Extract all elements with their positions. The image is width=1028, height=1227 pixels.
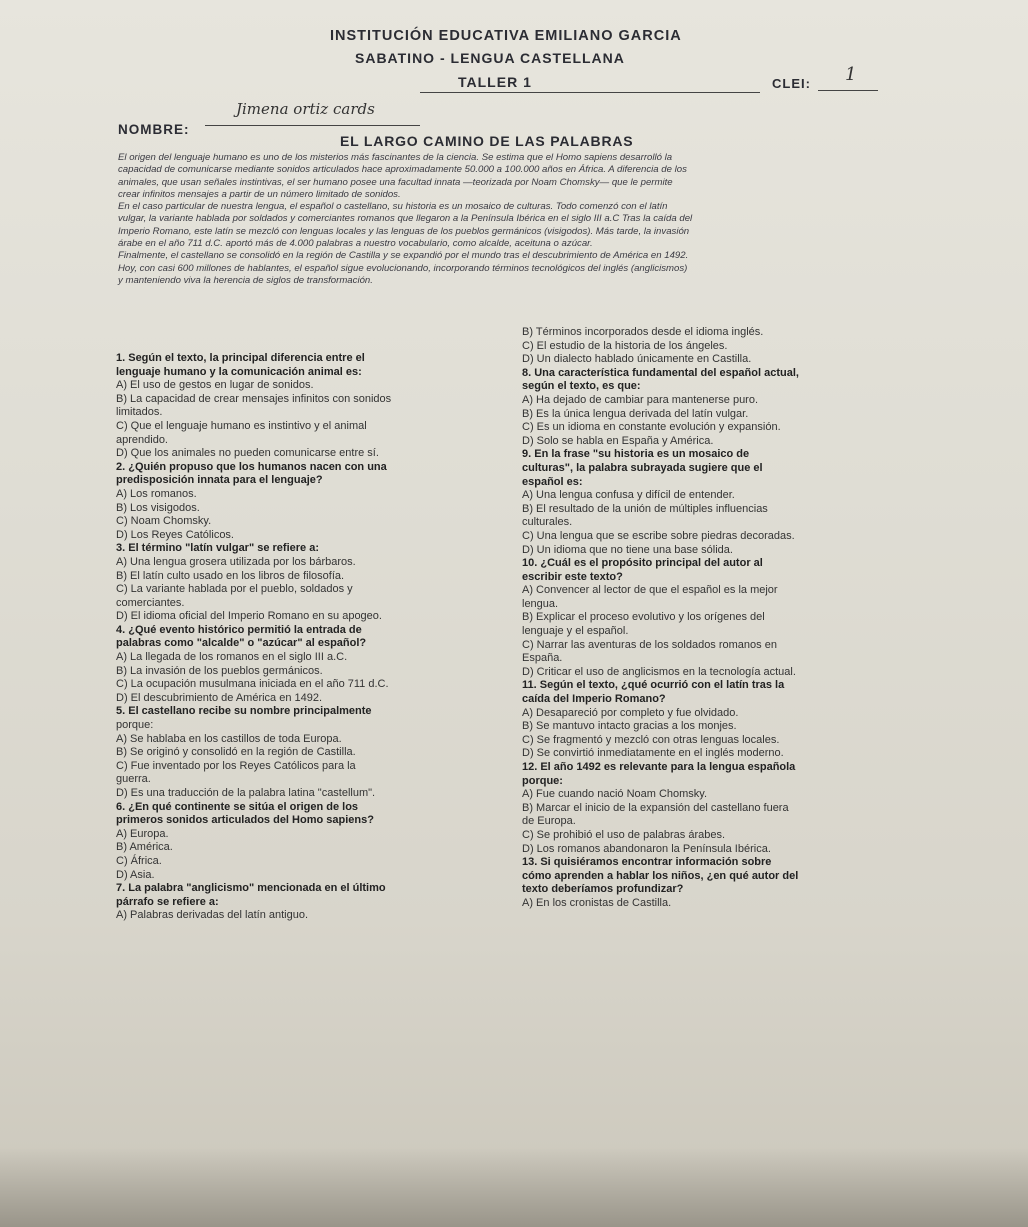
option[interactable]: C) Se fragmentó y mezcló con otras lenguas locales.	[522, 733, 780, 746]
name-label: NOMBRE:	[118, 122, 190, 137]
question-12-text: 12. El año 1492 es relevante para la lengua española	[522, 761, 796, 773]
option[interactable]: D) Criticar el uso de anglicismos en la tecnología actual.	[522, 665, 796, 678]
name-value[interactable]: Jimena ortiz cards	[236, 100, 375, 118]
option: lenguaje y el español.	[522, 625, 629, 638]
question-10-text: escribir este texto?	[522, 570, 623, 583]
option: aprendido.	[116, 433, 168, 446]
passage-line: El origen del lenguaje humano es uno de los misterios más fascinantes de la ciencia. Se estima que el Homo sapiens desarrolló la	[118, 152, 673, 163]
reading-title: EL LARGO CAMINO DE LAS PALABRAS	[340, 133, 634, 149]
workshop-title: TALLER 1	[458, 74, 532, 90]
question-2-text: 2. ¿Quién propuso que los humanos nacen con una	[116, 460, 387, 473]
option[interactable]: B) Se mantuvo intacto gracias a los monjes.	[522, 720, 737, 733]
right-questions-column	[522, 326, 799, 911]
option[interactable]: A) Palabras derivadas del latín antiguo.	[116, 909, 309, 922]
option[interactable]: B) Términos incorporados desde el idioma inglés.	[522, 326, 764, 338]
option[interactable]: B) Se originó y consolidó en la región de Castilla.	[116, 746, 356, 759]
question-13-text: texto deberíamos profundizar?	[522, 883, 684, 896]
question-7-text: 7. La palabra "anglicismo" mencionada en el último	[116, 882, 386, 895]
option[interactable]: D) Los romanos abandonaron la Península Ibérica.	[522, 842, 771, 855]
question-5-text: porque:	[116, 719, 154, 732]
option[interactable]: A) Se hablaba en los castillos de toda Europa.	[116, 732, 342, 745]
option[interactable]: A) Fue cuando nació Noam Chomsky.	[522, 788, 708, 801]
option[interactable]: C) La ocupación musulmana iniciada en el año 711 d.C.	[116, 678, 389, 691]
option[interactable]: A) La llegada de los romanos en el siglo III a.C.	[116, 651, 348, 664]
question-4-text: palabras como "alcalde" o "azúcar" al español?	[116, 637, 367, 650]
option[interactable]: D) Un dialecto hablado únicamente en Castilla.	[522, 353, 752, 366]
option[interactable]: B) Es la única lengua derivada del latín vulgar.	[522, 407, 749, 420]
option[interactable]: B) Los visigodos.	[116, 501, 200, 514]
option[interactable]: B) América.	[116, 841, 173, 854]
option[interactable]: C) Fue inventado por los Reyes Católicos para la	[116, 759, 356, 772]
option[interactable]: C) Se prohibió el uso de palabras árabes.	[522, 828, 726, 841]
question-11-text: caída del Imperio Romano?	[522, 693, 666, 706]
option[interactable]: A) Desapareció por completo y fue olvidado.	[522, 706, 739, 719]
passage-line: animales, que usan señales instintivas, el ser humano posee una facultad innata —teorizada por Noam Chomsky— que le permite	[118, 176, 673, 188]
left-questions-column	[116, 352, 391, 923]
option[interactable]: A) Una lengua confusa y difícil de entender.	[522, 489, 735, 502]
question-1-text: 1. Según el texto, la principal diferencia entre el	[116, 352, 365, 364]
option[interactable]: B) La invasión de los pueblos germánicos.	[116, 664, 323, 677]
passage-line: Imperio Romano, este latín se mezcló con lenguas locales y las lenguas de los pueblos germánicos (visigodos). Más tarde, la invasión	[118, 225, 690, 237]
option[interactable]: C) Que el lenguaje humano es instintivo y el animal	[116, 419, 367, 432]
option[interactable]: C) Noam Chomsky.	[116, 515, 212, 528]
question-3-text: 3. El término "latín vulgar" se refiere a:	[116, 542, 320, 555]
question-2-text: predisposición innata para el lenguaje?	[116, 474, 323, 487]
option[interactable]: A) En los cronistas de Castilla.	[522, 896, 672, 909]
question-9-text: 9. En la frase "su historia es un mosaico de	[522, 448, 750, 461]
option: guerra.	[116, 773, 151, 786]
page-shadow	[0, 1147, 1028, 1227]
question-13-text: 13. Si quisiéramos encontrar información sobre	[522, 856, 772, 869]
passage-line: Hoy, con casi 600 millones de hablantes, el español sigue evolucionando, incorporando términos tecnológicos del inglés (anglicismos)	[118, 262, 688, 274]
option: limitados.	[116, 406, 163, 419]
option[interactable]: C) Narrar las aventuras de los soldados romanos en	[522, 638, 777, 651]
option: comerciantes.	[116, 596, 185, 609]
question-6-text: 6. ¿En qué continente se sitúa el origen de los	[116, 800, 359, 813]
option[interactable]: B) El resultado de la unión de múltiples influencias	[522, 502, 768, 515]
option[interactable]: A) Europa.	[116, 827, 169, 840]
question-7-text: párrafo se refiere a:	[116, 895, 219, 908]
institution-name: INSTITUCIÓN EDUCATIVA EMILIANO GARCIA	[330, 28, 682, 44]
clei-underline	[818, 90, 878, 91]
option[interactable]: C) La variante hablada por el pueblo, soldados y	[116, 583, 353, 596]
question-9-text: español es:	[522, 475, 583, 488]
option[interactable]: B) La capacidad de crear mensajes infinitos con sonidos	[116, 392, 392, 405]
question-12-text: porque:	[522, 774, 563, 787]
question-6-text: primeros sonidos articulados del Homo sapiens?	[116, 814, 374, 827]
question-11-text: 11. Según el texto, ¿qué ocurrió con el latín tras la	[522, 679, 785, 692]
option[interactable]: C) África.	[116, 854, 162, 867]
name-underline	[205, 125, 420, 126]
option[interactable]: D) El idioma oficial del Imperio Romano en su apogeo.	[116, 610, 382, 623]
question-5-text: 5. El castellano recibe su nombre principalmente	[116, 705, 372, 718]
option[interactable]: A) Los romanos.	[116, 487, 197, 500]
option: de Europa.	[522, 815, 576, 828]
subject-title: SABATINO - LENGUA CASTELLANA	[355, 50, 625, 66]
option[interactable]: C) Una lengua que se escribe sobre piedras decoradas.	[522, 529, 795, 542]
question-9-text: culturas", la palabra subrayada sugiere que el	[522, 461, 763, 474]
option[interactable]: D) Es una traducción de la palabra latina "castellum".	[116, 787, 376, 799]
option[interactable]: D) Asia.	[116, 868, 155, 881]
question-4-text: 4. ¿Qué evento histórico permitió la entrada de	[116, 623, 362, 636]
option[interactable]: C) Es un idioma en constante evolución y expansión.	[522, 421, 781, 434]
option[interactable]: B) Explicar el proceso evolutivo y los orígenes del	[522, 611, 765, 624]
option: España.	[522, 652, 563, 665]
question-13-text: cómo aprenden a hablar los niños, ¿en qué autor del	[522, 869, 799, 882]
option[interactable]: D) Se convirtió inmediatamente en el inglés moderno.	[522, 747, 784, 760]
option[interactable]: B) El latín culto usado en los libros de filosofía.	[116, 569, 345, 582]
question-10-text: 10. ¿Cuál es el propósito principal del autor al	[522, 557, 763, 570]
option: culturales.	[522, 516, 573, 529]
clei-value[interactable]: 1	[845, 64, 857, 85]
reading-passage	[118, 152, 692, 287]
passage-line: crear infinitos mensajes a partir de un número limitado de sonidos.	[118, 188, 401, 200]
option[interactable]: D) El descubrimiento de América en 1492.	[116, 691, 323, 704]
passage-line: y manteniendo viva la herencia de siglos de transformación.	[118, 274, 373, 286]
option[interactable]: A) Una lengua grosera utilizada por los bárbaros.	[116, 555, 356, 568]
option[interactable]: D) Los Reyes Católicos.	[116, 528, 234, 541]
option[interactable]: B) Marcar el inicio de la expansión del castellano fuera	[522, 801, 789, 814]
passage-line: capacidad de comunicarse mediante sonidos articulados hace aproximadamente 50.000 a 100.000 años en África. A diferencia de los	[118, 164, 687, 176]
option[interactable]: D) Solo se habla en España y América.	[522, 434, 714, 447]
option[interactable]: A) Convencer al lector de que el español es la mejor	[522, 584, 778, 597]
passage-line: árabe en el año 711 d.C. aportó más de 4.000 palabras a nuestro vocabulario, como alcalde, aceituna o azúcar.	[118, 238, 593, 250]
option[interactable]: C) El estudio de la historia de los ángeles.	[522, 339, 728, 352]
question-1-text: lenguaje humano y la comunicación animal es:	[116, 365, 362, 378]
header-rule	[420, 92, 760, 93]
question-8-text: según el texto, es que:	[522, 380, 641, 393]
clei-label: CLEI:	[772, 76, 811, 91]
question-8-text: 8. Una característica fundamental del español actual,	[522, 366, 799, 379]
option[interactable]: A) El uso de gestos en lugar de sonidos.	[116, 379, 314, 392]
passage-line: Finalmente, el castellano se consolidó en la región de Castilla y se expandió por el mundo tras el descubrimiento de América en 1492.	[118, 250, 689, 262]
passage-line: En el caso particular de nuestra lengua, el español o castellano, su historia es un mosaico de culturas. Todo comenzó con el latín	[118, 201, 668, 213]
option: lengua.	[522, 597, 559, 610]
option[interactable]: A) Ha dejado de cambiar para mantenerse puro.	[522, 393, 759, 406]
option[interactable]: D) Que los animales no pueden comunicarse entre sí.	[116, 447, 379, 460]
option[interactable]: D) Un idioma que no tiene una base sólida.	[522, 543, 733, 556]
passage-line: vulgar, la variante hablada por soldados y comerciantes romanos que llegaron a la Península Ibérica en el siglo III a.C Tras la caída del	[118, 213, 693, 225]
